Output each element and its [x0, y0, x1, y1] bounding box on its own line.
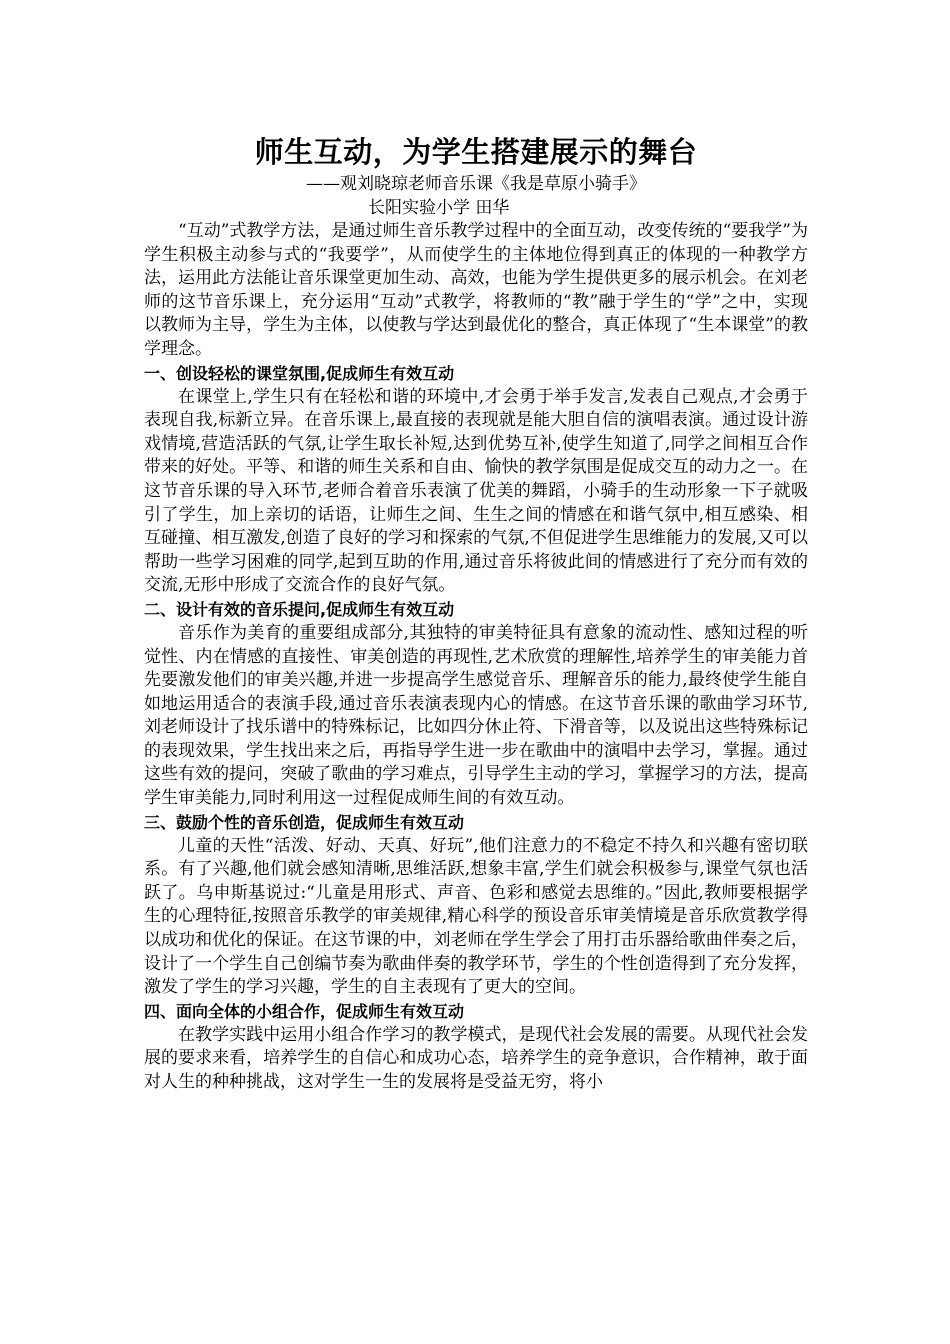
section-heading: 三、鼓励个性的音乐创造，促成师生有效互动 [144, 812, 465, 832]
document-author: 长阳实验小学 田华 [368, 198, 510, 218]
section-heading: 二、设计有效的音乐提问,促成师生有效互动 [144, 599, 455, 619]
section-body: 在教学实践中运用小组合作学习的教学模式，是现代社会发展的需要。从现代社会发展的要求来看，培养学生的自信心和成功心态，培养学生的竞争意识，合作精神，敢于面对人生的种种挑战，这对学生一生的发展将是受益无穷，将小 [144, 1024, 808, 1092]
section-4 [144, 1000, 808, 1095]
intro-paragraph: “互动”式教学方法，是通过师生音乐教学过程中的全面互动，改变传统的“要我学”为学生积极主动参与式的“我要学”，从而使学生的主体地位得到真正的体现的一种教学方法，运用此方法能让音乐课堂更加生动、高效，也能为学生提供更多的展示机会。在刘老师的这节音乐课上，充分运用“互动”式教学，将教师的“教”融于学生的“学”之中，实现以教师为主导，学生为主体，以使教与学达到最优化的整合，真正体现了“生本课堂”的教学理念。 [144, 221, 808, 359]
section-3 [144, 811, 808, 1000]
section-heading: 一、创设轻松的课堂氛围,促成师生有效互动 [144, 363, 455, 383]
section-2 [144, 598, 808, 811]
section-body: 在课堂上,学生只有在轻松和谐的环境中,才会勇于举手发言,发表自己观点,才会勇于表现自我,标新立异。在音乐课上,最直接的表现就是能大胆自信的演唱表演。通过设计游戏情境,营造活跃的气氛,让学生取长补短,达到优势互补,使学生知道了,同学之间相互合作带来的好处。平等、和谐的师生关系和自由、愉快的教学氛围是促成交互的动力之一。在这节音乐课的导入环节,老师合着音乐表演了优美的舞蹈，小骑手的生动形象一下子就吸引了学生，加上亲切的话语，让师生之间、生生之间的情感在和谐气氛中,相互感染、相互碰撞、相互激发,创造了良好的学习和探索的气氛,不但促进学生思维能力的发展,又可以帮助一些学习困难的同学,起到互助的作用,通过音乐将彼此间的情感进行了充分而有效的交流,无形中形成了交流合作的良好气氛。 [144, 386, 808, 596]
section-body: 儿童的天性“活泼、好动、天真、好玩”,他们注意力的不稳定不持久和兴趣有密切联系。有了兴趣,他们就会感知清晰,思维活跃,想象丰富,学生们就会积极参与,课堂气氛也活跃了。乌申斯基说过:“儿童是用形式、声音、色彩和感觉去思维的。”因此,教师要根据学生的心理特征,按照音乐教学的审美规律,精心科学的预设音乐审美情境是音乐欣赏教学得以成功和优化的保证。在这节课的中，刘老师在学生学会了用打击乐器给歌曲伴奏之后，设计了一个学生自己创编节奏为歌曲伴奏的教学环节，学生的个性创造得到了充分发挥，激发了学生的学习兴趣，学生的自主表现有了更大的空间。 [144, 835, 808, 998]
document-subtitle: ——观刘晓琼老师音乐课《我是草原小骑手》 [306, 174, 646, 194]
section-heading: 四、面向全体的小组合作，促成师生有效互动 [144, 1001, 465, 1021]
section-1 [144, 362, 808, 598]
section-body: 音乐作为美育的重要组成部分,其独特的审美特征具有意象的流动性、感知过程的听觉性、内在情感的直接性、审美创造的再现性,艺术欣赏的理解性,培养学生的审美能力首先要激发他们的审美兴趣,并进一步提高学生感觉音乐、理解音乐的能力,最终使学生能自如地运用适合的表演手段,通过音乐表演表现内心的情感。在这节音乐课的歌曲学习环节,刘老师设计了找乐谱中的特殊标记，比如四分休止符、下滑音等，以及说出这些特殊标记的表现效果，学生找出来之后，再指导学生进一步在歌曲中的演唱中去学习，掌握。通过这些有效的提问，突破了歌曲的学习难点，引导学生主动的学习，掌握学习的方法，提高学生审美能力,同时利用这一过程促成师生间的有效互动。 [144, 622, 808, 809]
document-title: 师生互动，为学生搭建展示的舞台 [254, 135, 698, 169]
document-page [144, 132, 808, 1095]
